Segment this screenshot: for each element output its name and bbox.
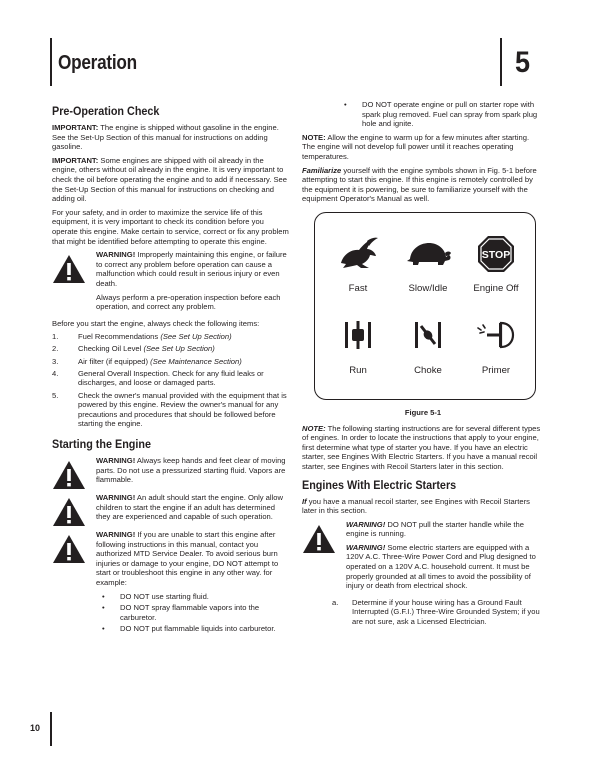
figure-5-1 [314, 212, 536, 400]
note-warm-up: NOTE: Allow the engine to warm up for a few minutes after starting. The engine will not develop full power until it reaches operating temperatures. [302, 132, 530, 161]
primer-icon [475, 319, 515, 351]
header-right-bar [500, 38, 502, 86]
page-title: Operation [58, 52, 137, 74]
turtle-icon [405, 241, 451, 267]
warning-triangle-icon [52, 460, 86, 490]
warning-triangle-icon [52, 534, 86, 564]
right-column [302, 100, 544, 631]
list-item: • DO NOT spray flammable vapors into the carburetor. [102, 603, 260, 622]
page-number: 10 [30, 723, 41, 733]
label-run: Run [349, 364, 367, 376]
run-icon [343, 319, 373, 351]
choke-icon [413, 319, 443, 351]
important-gasoline: IMPORTANT: The engine is shipped without gasoline in the engine. See the Set-Up Section of this manual for instructions on adding gasoline. [52, 123, 279, 152]
chapter-number: 5 [515, 46, 531, 79]
list-item: a. Determine if your house wiring has a Ground Fault Interrupted (G.F.I.) Three-Wire Grounded System; if you are not sure, ask a Licensed Electrician. [332, 597, 540, 627]
label-slow-idle: Slow/Idle [408, 282, 448, 294]
warning-triangle-icon [302, 524, 336, 554]
warning-unable-to-start: WARNING! If you are unable to start this engine after following instructions in this manual, contact you authorized MTD Service Dealer. To avoid serious burn injuries or damage to your engine, DO NOT attempt to start or troubleshoot this engine in any other way. for example: • DO NOT use starting fluid. • DO NOT spray flammable vapors into the carburetor. • DO NOT put flammable liquids into carburetor. [52, 530, 290, 636]
warning-adult-start: WARNING! An adult should start the engine. Only allow children to start the engine if an adult has determined they are experienced and capable of such operation. [52, 493, 290, 527]
do-not-list-continued [302, 100, 544, 129]
safety-paragraph: For your safety, and in order to maximize the service life of this equipment, it is very important to check its condition before you operate this engine. Make certain to service, correct or fix any problem that might be identified before attempting to operate this engine. [52, 207, 289, 246]
left-column [52, 104, 290, 639]
figure-caption: Figure 5-1 [404, 407, 442, 417]
familiarize-paragraph: Familiarize yourself with the engine symbols shown in Fig. 5-1 before attempting to start this engine. If this engine is remotely controlled by the equipment it is powering, be sure to familiarize yourself with the equipment Operator's Manual as well. [302, 165, 537, 204]
footer-bar [50, 712, 52, 746]
label-engine-off: Engine Off [473, 282, 519, 294]
checklist-intro: Before you start the engine, always check the following items: [52, 318, 260, 328]
list-item: 5. Check the owner's manual provided with the equipment that is powered by this engine. Review the owner's manual for any precautions and procedures that should be followed before starting the engine. [52, 390, 287, 429]
important-oil: IMPORTANT: Some engines are shipped with oil already in the engine, others without oil already in the engine. It is very important to check the oil before operating the engine and to add if necessary. See the Set-Up Section of this manual for instructions on checking and adding oil. [52, 155, 288, 204]
heading-pre-operation-check: Pre-Operation Check [52, 104, 160, 118]
warning-maintenance: WARNING! Improperly maintaining this engine, or failure to correct any problem before operation can cause a malfunction which could result in serious injury or even death. Always perform a pre-operation inspection before each operation, and correct any problem. [52, 250, 290, 316]
list-item: • DO NOT use starting fluid. [102, 591, 209, 601]
warning-triangle-icon [52, 497, 86, 527]
heading-electric-starters: Engines With Electric Starters [302, 477, 457, 492]
list-item: • DO NOT operate engine or pull on starter rope with spark plug removed. Fuel can spray from spark plug hole and ignite. [344, 100, 538, 129]
rabbit-icon [337, 237, 379, 269]
label-primer: Primer [481, 364, 511, 376]
list-item: 2. Checking Oil Level (See Set Up Section) [52, 344, 215, 354]
svg-text:STOP: STOP [481, 248, 511, 261]
stop-sign-icon [477, 235, 515, 273]
list-item: 1. Fuel Recommendations (See Set Up Section) [52, 332, 232, 342]
label-choke: Choke [414, 364, 442, 376]
list-item: 4. General Overall Inspection. Check for any fluid leaks or discharges, and loose or damaged parts. [52, 368, 264, 388]
electric-intro: If you have a manual recoil starter, see Engines with Recoil Starters later in this section. [302, 496, 530, 516]
heading-starting-the-engine: Starting the Engine [52, 437, 152, 451]
header-left-bar [50, 38, 52, 86]
electric-steps [302, 598, 544, 627]
checklist [52, 332, 290, 429]
list-item: • DO NOT put flammable liquids into carburetor. [102, 624, 276, 634]
warning-triangle-icon [52, 254, 86, 284]
label-fast: Fast [348, 282, 368, 294]
note-starting-instructions: NOTE: The following starting instructions are for several different types of engines. In order to locate the instructions that apply to your engine, first determine what type of starter you have. If you have an electric starter, see Engines With Electric Starters. If you have a manual recoil starter, see Engines with Recoil Starters later in this section. [302, 423, 541, 471]
warning-starter-handle: WARNING! DO NOT pull the starter handle while the engine is running. WARNING! Some electric starters are equipped with a 120V A.C. Three-Wire Power Cord and Plug designed to operated on a 120V A.C. household current. It must be properly grounded at all times to avoid the possibility of injury or death from electrical shock. [302, 520, 544, 595]
do-not-list [96, 592, 290, 634]
list-item: 3. Air filter (if equipped) (See Maintenance Section) [52, 356, 242, 366]
warning-hands-feet: WARNING! Always keep hands and feet clear of moving parts. Do not use a pressurized starting fluid. Vapors are flammable. [52, 456, 290, 490]
